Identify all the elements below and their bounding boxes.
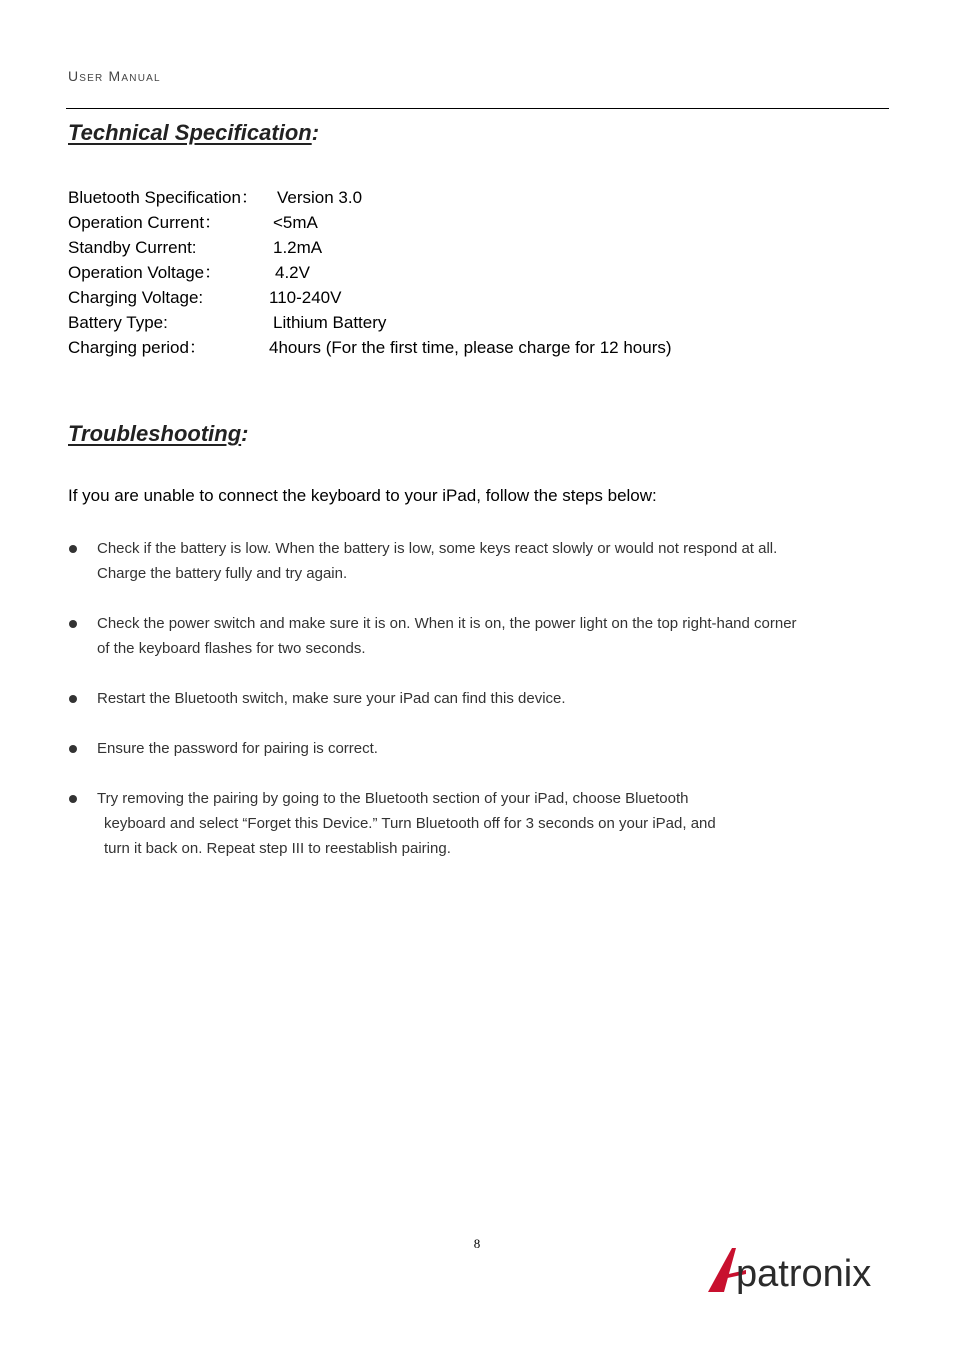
- spec-label: Bluetooth Specification：: [68, 188, 258, 207]
- list-item: [68, 611, 888, 661]
- list-item-line: of the keyboard flashes for two seconds.: [97, 640, 366, 657]
- list-item-line: Ensure the password for pairing is correct.: [97, 740, 378, 757]
- bullet-icon: [69, 545, 77, 553]
- list-item: [68, 686, 888, 711]
- header-divider: [66, 108, 889, 109]
- troubleshooting-title: Troubleshooting: [68, 421, 242, 446]
- list-item: [68, 536, 888, 586]
- list-item: [68, 736, 888, 761]
- technical-specification-heading: [68, 120, 319, 146]
- spec-label: Standby Current:: [68, 238, 197, 257]
- spec-value: 4.2V: [275, 263, 310, 282]
- bullet-icon: [69, 745, 77, 753]
- list-item-line: Charge the battery fully and try again.: [97, 565, 348, 582]
- spec-row-operation-voltage: [68, 260, 888, 285]
- list-item-line: Try removing the pairing by going to the Bluetooth section of your iPad, choose Bluetooth: [97, 790, 689, 807]
- spec-value: 1.2mA: [273, 238, 323, 257]
- spec-label: Battery Type:: [68, 313, 168, 332]
- spec-label: Charging Voltage:: [68, 288, 204, 307]
- spec-row-operation-current: [68, 210, 888, 235]
- spec-row-bluetooth: [68, 185, 888, 210]
- spec-label: Operation Voltage：: [68, 263, 222, 282]
- list-item-line: turn it back on. Repeat step III to reestablish pairing.: [104, 840, 451, 857]
- spec-row-charging-period: [68, 335, 888, 360]
- page-number: 8: [473, 1236, 481, 1251]
- spec-value: <5mA: [273, 213, 318, 232]
- logo-wordmark: patronix: [736, 1253, 872, 1295]
- spec-value: 4hours (For the first time, please charge for 12 hours): [269, 338, 672, 357]
- spec-label: Operation Current：: [68, 213, 222, 232]
- technical-specification-colon: :: [311, 120, 320, 145]
- troubleshooting-colon: :: [241, 421, 249, 446]
- logo-red-a-stroke: [708, 1248, 736, 1292]
- spec-row-battery-type: [68, 310, 888, 335]
- apatronix-logo: [706, 1240, 918, 1302]
- technical-specification-title: Technical Specification: [68, 120, 312, 145]
- list-item: [68, 786, 888, 861]
- list-item-line: keyboard and select “Forget this Device.” Turn Bluetooth off for 3 seconds on your iPad, and: [104, 815, 716, 832]
- bullet-icon: [69, 620, 77, 628]
- spec-row-charging-voltage: [68, 285, 888, 310]
- bullet-icon: [69, 695, 77, 703]
- spec-row-standby-current: [68, 235, 888, 260]
- list-item-line: Check if the battery is low. When the battery is low, some keys react slowly or would not respond at all.: [97, 540, 778, 557]
- running-header: User Manual: [68, 68, 161, 84]
- troubleshooting-intro: If you are unable to connect the keyboard to your iPad, follow the steps below:: [68, 486, 657, 505]
- spec-value: 110-240V: [269, 288, 342, 307]
- list-item-line: Check the power switch and make sure it is on. When it is on, the power light on the top right-hand corner: [97, 615, 797, 632]
- spec-value: Lithium Battery: [273, 313, 387, 332]
- list-item-line: Restart the Bluetooth switch, make sure your iPad can find this device.: [97, 690, 566, 707]
- bullet-icon: [69, 795, 77, 803]
- spec-label: Charging period：: [68, 338, 206, 357]
- spec-value: Version 3.0: [277, 188, 363, 207]
- troubleshooting-heading: [68, 421, 248, 447]
